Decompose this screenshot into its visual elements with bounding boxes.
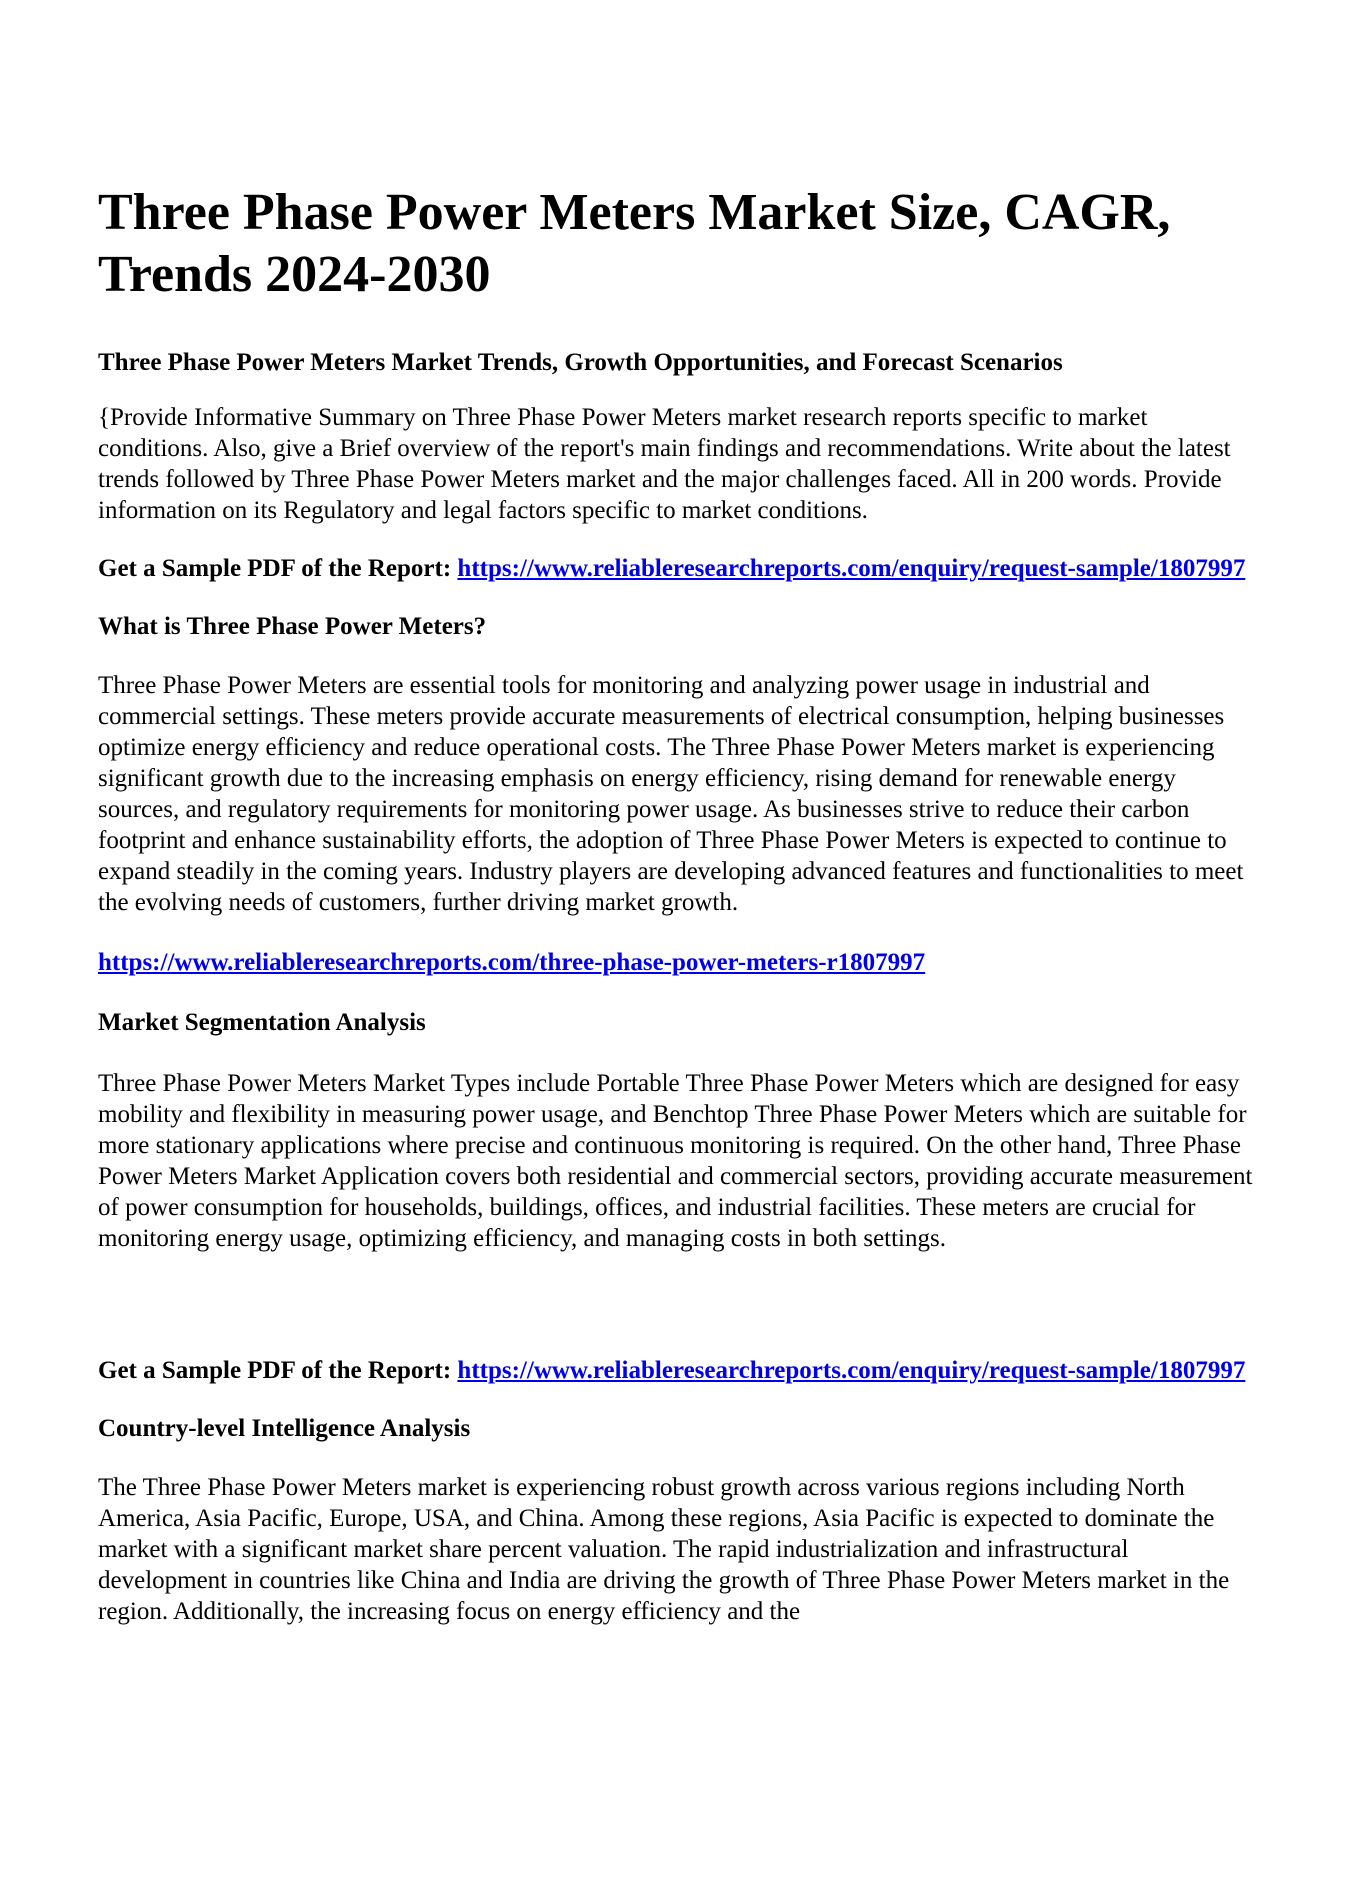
- intro-paragraph: {Provide Informative Summary on Three Phase Power Meters market research reports specific to market conditions. Also, give a Brief overview of the report's main findings and recommendations. Write about the latest trends followed by Three Phase Power Meters market and the major challenges faced. All in 200 words. Provide information on its Regulatory and legal factors specific to market conditions.: [98, 404, 1231, 524]
- country-heading: Country-level Intelligence Analysis: [98, 1415, 471, 1442]
- sample-pdf-line-2: [98, 1356, 1258, 1386]
- report-link[interactable]: https://www.reliableresearchreports.com/three-phase-power-meters-r1807997: [98, 949, 926, 976]
- country-paragraph: The Three Phase Power Meters market is experiencing robust growth across various regions including North America, Asia Pacific, Europe, USA, and China. Among these regions, Asia Pacific is expected to dominate the market with a significant market share percent valuation. The rapid industrialization and infrastructural development in countries like China and India are driving the growth of Three Phase Power Meters market in the region. Additionally, the increasing focus on energy efficiency and the: [98, 1474, 1230, 1625]
- document-title: Three Phase Power Meters Market Size, CAGR, Trends 2024-2030: [98, 184, 1171, 303]
- sample-pdf-link[interactable]: https://www.reliableresearchreports.com/enquiry/request-sample/1807997: [457, 555, 1246, 582]
- sample-pdf-line: [98, 554, 1258, 584]
- segmentation-heading: Market Segmentation Analysis: [98, 1009, 426, 1036]
- what-is-paragraph: Three Phase Power Meters are essential tools for monitoring and analyzing power usage in industrial and commercial settings. These meters provide accurate measurements of electrical consumption, helping businesses optimize energy efficiency and reduce operational costs. The Three Phase Power Meters market is experiencing significant growth due to the increasing emphasis on energy efficiency, rising demand for renewable energy sources, and regulatory requirements for monitoring power usage. As businesses strive to reduce their carbon footprint and enhance sustainability efforts, the adoption of Three Phase Power Meters is expected to continue to expand steadily in the coming years. Industry players are developing advanced features and functionalities to meet the evolving needs of customers, further driving market growth.: [98, 672, 1244, 916]
- what-is-heading: What is Three Phase Power Meters?: [98, 613, 487, 640]
- document-subtitle: Three Phase Power Meters Market Trends, Growth Opportunities, and Forecast Scenarios: [98, 349, 1063, 376]
- sample-pdf-link-2[interactable]: https://www.reliableresearchreports.com/enquiry/request-sample/1807997: [457, 1357, 1246, 1384]
- sample-pdf-label: Get a Sample PDF of the Report:: [98, 555, 458, 582]
- segmentation-paragraph: Three Phase Power Meters Market Types include Portable Three Phase Power Meters which are designed for easy mobility and flexibility in measuring power usage, and Benchtop Three Phase Power Meters which are suitable for more stationary applications where precise and continuous monitoring is required. On the other hand, Three Phase Power Meters Market Application covers both residential and commercial sectors, providing accurate measurement of power consumption for households, buildings, offices, and industrial facilities. These meters are crucial for monitoring energy usage, optimizing efficiency, and managing costs in both settings.: [98, 1070, 1253, 1252]
- sample-pdf-label-2: Get a Sample PDF of the Report:: [98, 1357, 458, 1384]
- document-page: [98, 182, 1258, 1627]
- report-link-line: [98, 948, 1258, 978]
